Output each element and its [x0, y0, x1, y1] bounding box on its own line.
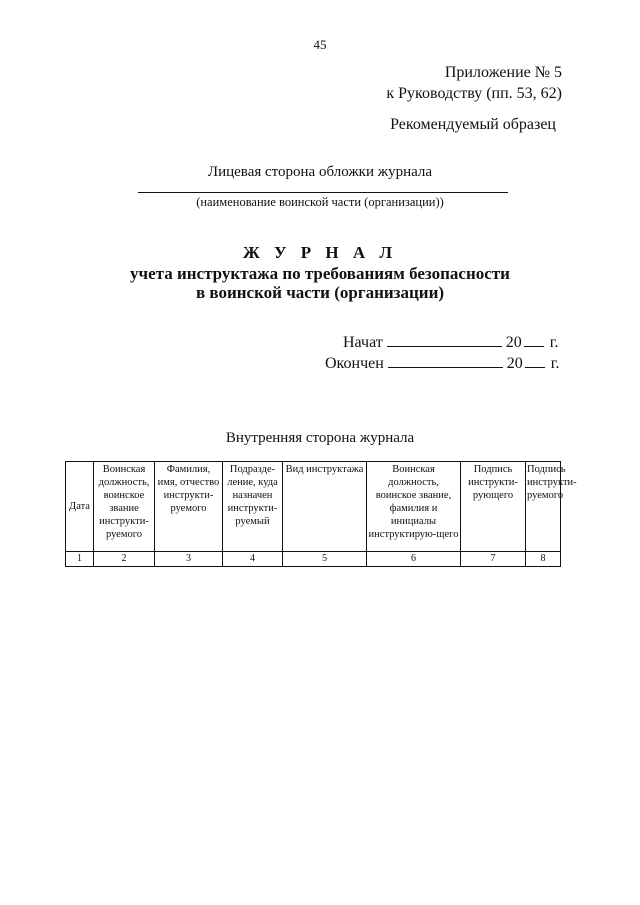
started-row: [325, 332, 560, 353]
ended-century: 20: [506, 355, 523, 372]
journal-subtitle-line2: в воинской части (организации): [195, 283, 445, 302]
journal-title: Ж У Р Н А Л: [242, 243, 398, 262]
started-century: 20: [505, 334, 522, 351]
unit-name-caption: (наименование воинской части (организации)): [196, 195, 444, 209]
header-instructor: Воинская должность, воинское звание, фамилия и инициалы инструктирую-щего: [367, 462, 461, 552]
started-year-suffix: г.: [549, 334, 559, 351]
ended-row: [325, 353, 560, 374]
column-number: 2: [94, 552, 155, 567]
header-instructor-signature: Подпись инструкти-рующего: [461, 462, 526, 552]
started-year-blank: [524, 332, 544, 347]
ended-label: Окончен: [325, 355, 384, 372]
appendix-number: Приложение № 5: [444, 64, 562, 81]
ended-date-blank: [388, 353, 503, 368]
dates-block: [325, 332, 560, 374]
page-number: 45: [313, 37, 327, 52]
journal-table: [65, 461, 577, 567]
table-row: [66, 552, 561, 567]
appendix-block: [386, 62, 562, 104]
header-date: Дата: [66, 462, 94, 552]
cover-side-title: Лицевая сторона обложки журнала: [207, 164, 433, 180]
header-unit: Подразде-ление, куда назначен инструкти-руемый: [223, 462, 283, 552]
header-trainee-signature: Подпись инструкти-руемого: [526, 462, 561, 552]
column-number: 1: [66, 552, 94, 567]
ended-year-blank: [525, 353, 545, 368]
column-number: 3: [155, 552, 223, 567]
started-label: Начат: [343, 334, 383, 351]
header-trainee-name: Фамилия, имя, отчество инструкти-руемого: [155, 462, 223, 552]
header-trainee-position: Воинская должность, воинское звание инструкти-руемого: [94, 462, 155, 552]
column-number: 7: [461, 552, 526, 567]
column-number: 4: [223, 552, 283, 567]
column-number: 5: [283, 552, 367, 567]
inner-side-title: Внутренняя сторона журнала: [225, 430, 415, 446]
started-date-blank: [387, 332, 502, 347]
unit-name-line: [138, 192, 508, 193]
recommended-sample-label: Рекомендуемый образец: [390, 116, 556, 133]
table-header-row: [66, 462, 561, 552]
column-number: 6: [367, 552, 461, 567]
header-briefing-type: Вид инструктажа: [283, 462, 367, 552]
column-number: 8: [526, 552, 561, 567]
journal-subtitle-line1: учета инструктажа по требованиям безопасности: [130, 264, 510, 283]
ended-year-suffix: г.: [550, 355, 560, 372]
appendix-reference: к Руководству (пп. 53, 62): [386, 85, 562, 102]
